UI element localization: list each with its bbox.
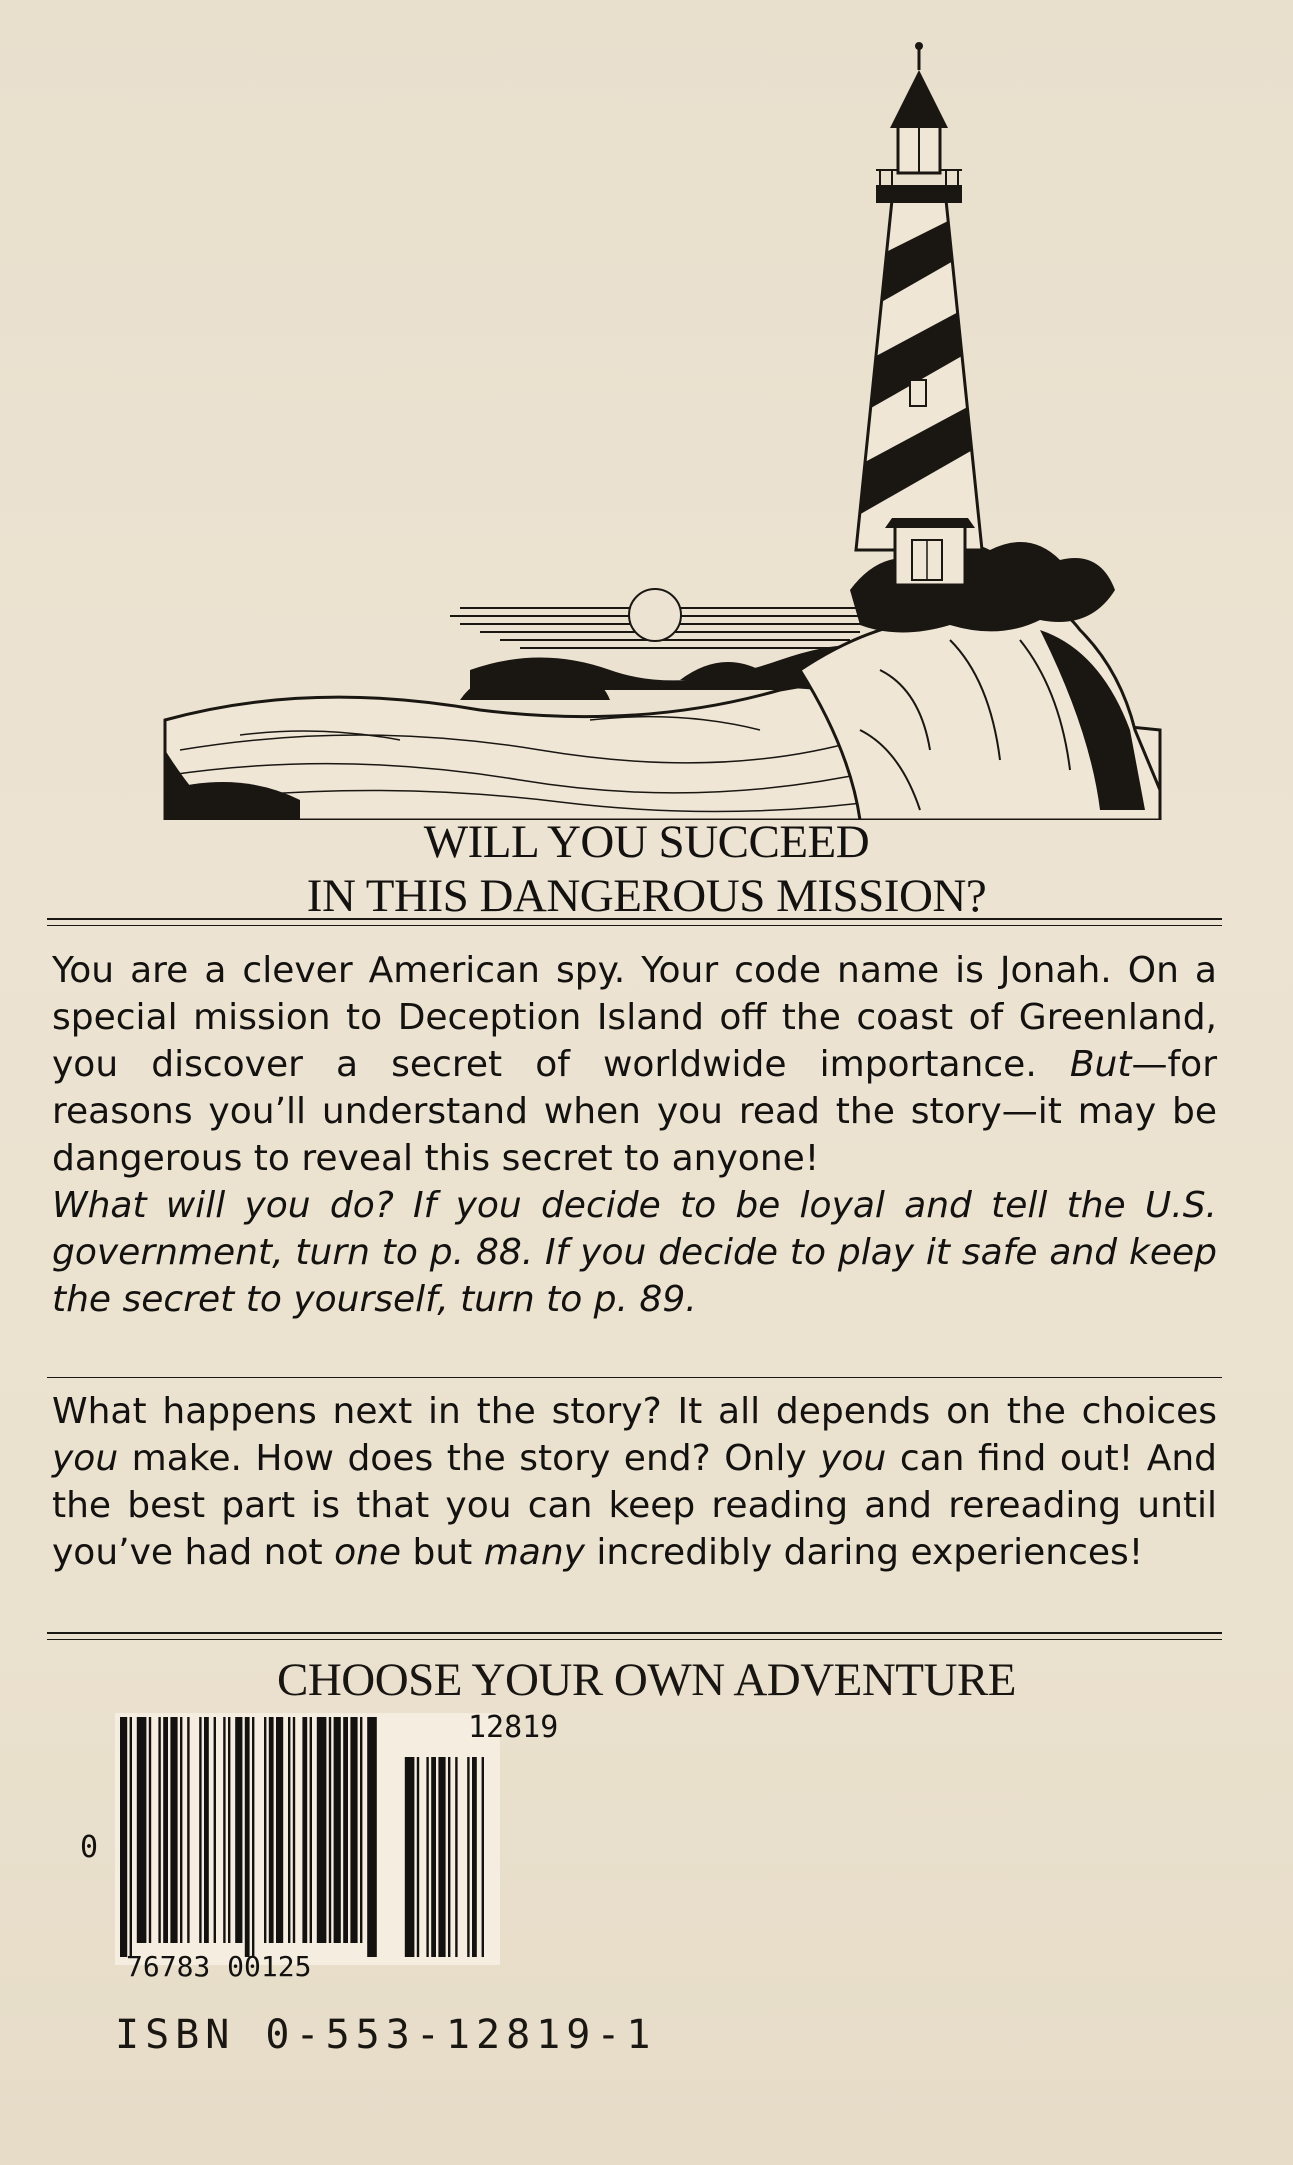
barcode-bar bbox=[269, 1717, 274, 1943]
barcode-bar bbox=[343, 1717, 348, 1943]
barcode-bar bbox=[317, 1717, 327, 1943]
choice-prompt: What will you do? If you decide to be loyal and tell the U.S. government, turn to p. 88. If you decide to play it safe and keep the secret to yourself, turn to p. 89. bbox=[52, 1185, 1217, 1320]
barcode-bar bbox=[360, 1717, 362, 1943]
barcode-addon-bar bbox=[417, 1757, 419, 1957]
divider-rule bbox=[47, 1377, 1222, 1378]
synopsis-text: You are a clever American spy. Your code name is Jonah. On a special mission to Deception Island off the coast of Greenland, you discover a secret of worldwide importance. bbox=[52, 950, 1217, 1085]
barcode-bar bbox=[310, 1717, 312, 1943]
barcode-bar bbox=[245, 1717, 250, 1957]
lighthouse-illustration bbox=[160, 30, 1180, 820]
blurb bbox=[52, 1388, 1217, 1576]
isbn-number: ISBN 0-553-12819-1 bbox=[115, 2012, 657, 2058]
barcode-bar bbox=[367, 1717, 377, 1957]
barcode-addon-bar bbox=[467, 1757, 469, 1957]
barcode-bar bbox=[334, 1717, 341, 1943]
headline-line-1: WILL YOU SUCCEED bbox=[423, 816, 870, 868]
barcode-addon-bar bbox=[431, 1757, 436, 1957]
synopsis bbox=[52, 947, 1217, 1323]
blurb-text: What happens next in the story? It all depends on the choices bbox=[52, 1391, 1217, 1432]
divider-rule bbox=[47, 925, 1222, 926]
barcode-bar bbox=[276, 1717, 283, 1943]
barcode-addon-bar bbox=[455, 1757, 457, 1957]
barcode-bar bbox=[288, 1717, 290, 1943]
barcode-bar bbox=[214, 1717, 216, 1943]
barcode-addon-bar bbox=[482, 1757, 484, 1957]
blurb-text: but bbox=[401, 1532, 484, 1573]
barcode-bar bbox=[264, 1717, 266, 1943]
barcode-bar bbox=[302, 1717, 307, 1943]
barcode-bar bbox=[120, 1717, 127, 1957]
barcode-bar bbox=[235, 1717, 242, 1943]
series-title: CHOOSE YOUR OWN ADVENTURE bbox=[276, 1654, 1017, 1706]
blurb-emphasis: you bbox=[52, 1438, 119, 1479]
barcode-bar bbox=[137, 1717, 147, 1943]
divider-rule bbox=[47, 1632, 1222, 1634]
barcode-main-digits: 76783 00125 bbox=[126, 1950, 312, 1983]
headline-line-2: IN THIS DANGEROUS MISSION? bbox=[306, 870, 987, 922]
barcode bbox=[70, 1705, 630, 1985]
barcode-bar bbox=[130, 1717, 132, 1957]
barcode-addon-digits: 12819 bbox=[468, 1710, 559, 1745]
barcode-bar bbox=[149, 1717, 151, 1943]
barcode-addon-bar bbox=[472, 1757, 477, 1957]
barcode-addon-bar bbox=[405, 1757, 415, 1957]
blurb-emphasis: many bbox=[483, 1532, 585, 1573]
barcode-bar bbox=[228, 1717, 230, 1943]
barcode-bar bbox=[204, 1717, 209, 1943]
barcode-addon-bar bbox=[438, 1757, 445, 1957]
barcode-bar bbox=[187, 1717, 189, 1943]
blurb-emphasis: you bbox=[820, 1438, 887, 1479]
divider-rule bbox=[47, 1639, 1222, 1640]
barcode-bar bbox=[163, 1717, 168, 1943]
barcode-bar bbox=[293, 1717, 295, 1943]
synopsis-text-continued: —for reasons you’ll understand when you read the story—it may be dangerous to reveal this secret to anyone! bbox=[52, 1044, 1217, 1179]
synopsis-emphasis: But bbox=[1069, 1044, 1132, 1085]
divider-rule bbox=[47, 918, 1222, 920]
blurb-text: make. How does the story end? Only bbox=[118, 1438, 821, 1479]
blurb-text: can find out! And the best part is that you can keep reading and rereading until you’ve had not bbox=[52, 1438, 1217, 1573]
barcode-addon-bar bbox=[448, 1757, 450, 1957]
barcode-bar bbox=[329, 1717, 331, 1943]
barcode-bar bbox=[170, 1717, 177, 1943]
headline bbox=[0, 815, 1293, 923]
blurb-emphasis: one bbox=[334, 1532, 402, 1573]
barcode-bar bbox=[199, 1717, 201, 1943]
blurb-text: incredibly daring experiences! bbox=[584, 1532, 1144, 1573]
barcode-leading-digit: 0 bbox=[80, 1830, 99, 1865]
barcode-addon-bar bbox=[426, 1757, 428, 1957]
barcode-bar bbox=[158, 1717, 160, 1943]
barcode-bar bbox=[252, 1717, 254, 1957]
barcode-bar bbox=[350, 1717, 357, 1943]
barcode-bar bbox=[180, 1717, 182, 1943]
barcode-bar bbox=[223, 1717, 225, 1943]
